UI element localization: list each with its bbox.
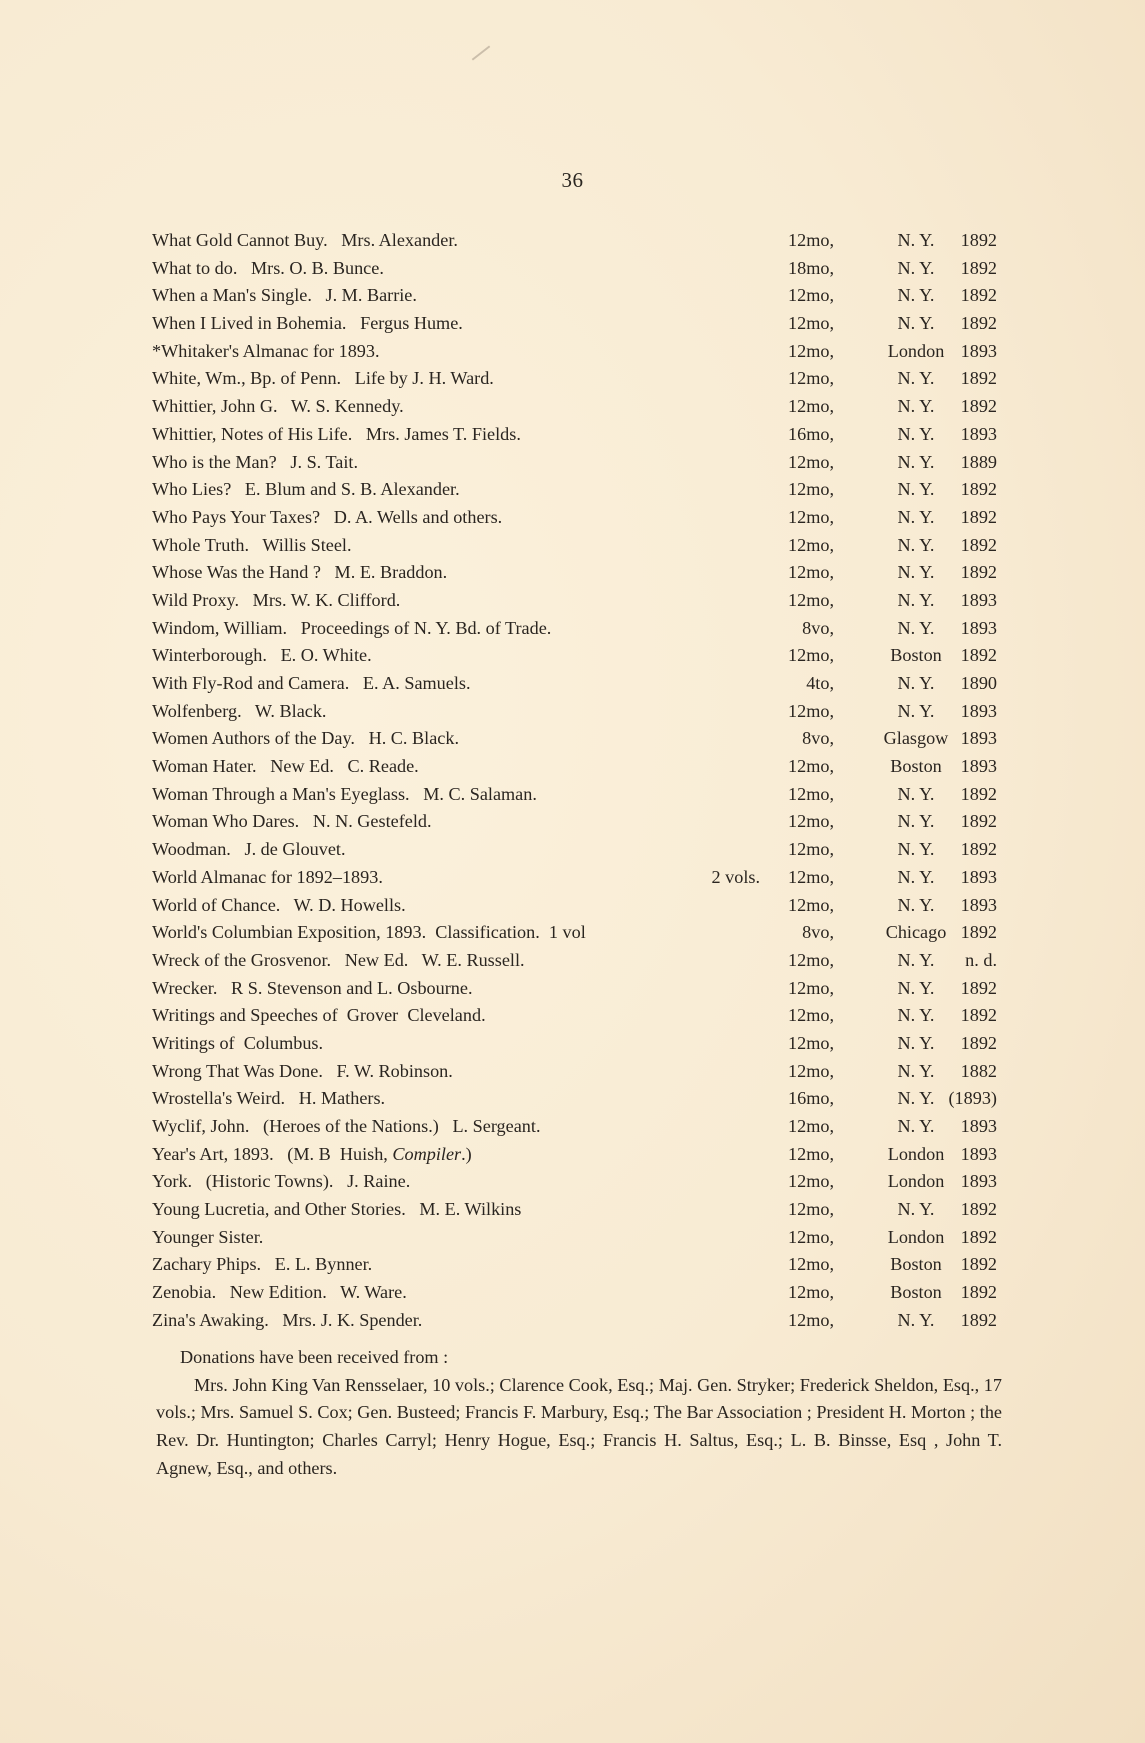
entry-place: N. Y. — [897, 506, 935, 527]
entry-title-text: Woman Who Dares. N. N. Gestefeld. — [152, 811, 432, 832]
catalog-entry — [152, 1168, 1012, 1196]
catalog-entry — [152, 725, 1012, 753]
entry-title — [152, 587, 400, 615]
entry-year: 1893 — [960, 728, 997, 749]
entry-year: 1892 — [960, 479, 997, 500]
entry-place: N. Y. — [897, 783, 935, 804]
entry-format: 12mo, — [788, 451, 834, 472]
entry-format: 12mo, — [788, 839, 834, 860]
entry-year: (1893) — [948, 1088, 997, 1109]
entry-year: 1892 — [960, 922, 997, 943]
entry-year: 1892 — [960, 285, 997, 306]
entry-title — [152, 781, 537, 809]
entry-format: 12mo, — [788, 396, 834, 417]
entry-title-italic: Compiler — [392, 1143, 462, 1164]
catalog-entry — [152, 227, 1012, 255]
catalog-list — [152, 227, 1012, 1335]
entry-title — [152, 864, 383, 892]
entry-place: N. Y. — [897, 1060, 935, 1081]
entry-place: N. Y. — [897, 1309, 935, 1330]
entry-year: 1893 — [960, 866, 997, 887]
catalog-entry — [152, 1002, 1012, 1030]
pencil-mark — [472, 45, 491, 60]
entry-year: 1890 — [960, 673, 997, 693]
entry-title-text: Zina's Awaking. Mrs. J. K. Spender. — [152, 1309, 423, 1330]
entry-year: 1893 — [960, 1116, 997, 1136]
entry-place: Boston — [890, 645, 942, 666]
entry-format: 12mo, — [788, 1005, 834, 1026]
entry-title — [152, 947, 525, 975]
entry-format: 12mo, — [788, 1226, 834, 1247]
entry-format: 12mo, — [788, 589, 834, 610]
entry-title — [152, 449, 358, 477]
entry-title — [152, 1224, 263, 1252]
entry-title — [152, 504, 502, 532]
entry-format: 16mo, — [788, 423, 834, 444]
entry-format: 8vo, — [802, 922, 834, 943]
entry-title — [152, 1141, 472, 1169]
catalog-entry — [152, 919, 1012, 947]
entry-year: 1892 — [960, 783, 997, 804]
entry-title — [152, 615, 551, 643]
entry-title — [152, 808, 432, 836]
entry-title-text: Wolfenberg. W. Black. — [152, 700, 327, 721]
entry-format: 12mo, — [788, 1143, 834, 1164]
entry-format: 12mo, — [788, 1171, 834, 1192]
entry-title-text: Writings and Speeches of Grover Cleveland. — [152, 1005, 486, 1026]
catalog-entry — [152, 1251, 1012, 1279]
entry-title — [152, 227, 458, 255]
entry-title — [152, 1085, 385, 1113]
entry-place: N. Y. — [897, 1032, 935, 1053]
catalog-entry — [152, 781, 1012, 809]
catalog-entry — [152, 1196, 1012, 1224]
entry-place: London — [887, 340, 945, 361]
page-number: 36 — [561, 168, 584, 192]
entry-year: 1892 — [960, 1226, 997, 1247]
entry-title-text: Woman Hater. New Ed. C. Reade. — [152, 756, 419, 777]
donations-section — [156, 1344, 1002, 1483]
entry-title — [152, 282, 417, 310]
entry-year: 1882 — [960, 1060, 997, 1081]
catalog-entry — [152, 310, 1012, 338]
catalog-entry — [152, 393, 1012, 421]
entry-title — [152, 892, 406, 920]
entry-place: N. Y. — [897, 451, 935, 472]
entry-year: 1893 — [960, 894, 997, 915]
catalog-entry — [152, 587, 1012, 615]
entry-title — [152, 365, 494, 393]
entry-title-text: Whole Truth. Willis Steel. — [152, 534, 352, 555]
entry-title-text: Wrong That Was Done. F. W. Robinson. — [152, 1060, 453, 1081]
entry-title-text: Whittier, John G. W. S. Kennedy. — [152, 396, 404, 417]
entry-place: N. Y. — [897, 1005, 935, 1026]
entry-title — [152, 1196, 521, 1224]
entry-title-text: Who Lies? E. Blum and S. B. Alexander. — [152, 479, 460, 500]
entry-title — [152, 1307, 422, 1335]
entry-title — [152, 725, 459, 753]
entry-place: N. Y. — [897, 811, 935, 832]
entry-title — [152, 1058, 453, 1086]
entry-format: 16mo, — [788, 1088, 834, 1109]
entry-place: Boston — [890, 756, 942, 777]
entry-title-text: Woman Through a Man's Eyeglass. M. C. Salaman. — [152, 783, 537, 804]
catalog-entry — [152, 1279, 1012, 1307]
catalog-entry — [152, 642, 1012, 670]
entry-format: 12mo, — [788, 756, 834, 777]
entry-title-text: Whittier, Notes of His Life. Mrs. James T. Fields. — [152, 423, 521, 444]
entry-format: 12mo, — [788, 811, 834, 832]
entry-year: 1892 — [960, 1032, 997, 1053]
entry-place: N. Y. — [897, 977, 935, 998]
entry-format: 12mo, — [788, 1282, 834, 1303]
catalog-entry — [152, 808, 1012, 836]
catalog-entry — [152, 615, 1012, 643]
entry-place: N. Y. — [897, 1199, 935, 1220]
entry-year: 1889 — [960, 451, 997, 472]
catalog-entry — [152, 1307, 1012, 1335]
entry-title — [152, 1002, 486, 1030]
entry-place: N. Y. — [897, 396, 935, 417]
entry-year: 1892 — [960, 811, 997, 832]
entry-year: 1893 — [960, 1143, 997, 1164]
entry-format: 8vo, — [802, 728, 834, 749]
entry-title — [152, 670, 471, 698]
entry-title — [152, 698, 326, 726]
entry-format: 12mo, — [788, 645, 834, 666]
entry-title-text: Zenobia. New Edition. W. Ware. — [152, 1282, 407, 1303]
entry-place: N. Y. — [897, 562, 935, 583]
catalog-entry — [152, 670, 1012, 698]
catalog-entry — [152, 532, 1012, 560]
entry-format: 8vo, — [802, 617, 834, 638]
entry-format: 12mo, — [788, 1032, 834, 1053]
entry-place: London — [887, 1143, 945, 1164]
entry-title — [152, 532, 352, 560]
entry-title — [152, 975, 473, 1003]
entry-title-text: Writings of Columbus. — [152, 1032, 324, 1053]
entry-format: 12mo, — [788, 949, 834, 970]
entry-format: 12mo, — [788, 1309, 834, 1330]
entry-title-suffix: .) — [461, 1143, 472, 1164]
entry-place: N. Y. — [897, 313, 935, 334]
entry-title-text: Winterborough. E. O. White. — [152, 645, 372, 666]
entry-title — [152, 255, 384, 283]
entry-format: 12mo, — [788, 340, 834, 361]
entry-place: N. Y. — [897, 479, 935, 500]
entry-year: 1893 — [960, 423, 997, 444]
entry-year: 1892 — [960, 977, 997, 998]
entry-title-text: Year's Art, 1893. (M. B Huish, — [152, 1143, 393, 1164]
catalog-entry — [152, 504, 1012, 532]
entry-place: London — [887, 1226, 945, 1247]
entry-title — [152, 836, 346, 864]
entry-year: 1892 — [960, 368, 997, 389]
entry-format: 12mo, — [788, 534, 834, 555]
catalog-entry — [152, 1085, 1012, 1113]
entry-title-text: When a Man's Single. J. M. Barrie. — [152, 285, 417, 306]
donations-body: Mrs. John King Van Rensselaer, 10 vols.; Clarence Cook, Esq.; Maj. Gen. Stryker; Frederick Sheldon, Esq., 17 vols.; Mrs. Samuel S. Cox; Gen. Busteed; Francis F. Marbury, Esq.; The Bar Association ; President H. Morton ; the Rev. Dr. Huntington; Charles Carryl; Henry Hogue, Esq.; Francis H. Saltus, Esq.; L. B. Binsse, Esq , John T. Agnew, Esq., and others. — [156, 1374, 1002, 1478]
catalog-entry — [152, 1224, 1012, 1252]
entry-place: N. Y. — [897, 257, 935, 278]
entry-place: N. Y. — [897, 673, 935, 693]
entry-title-text: Wrostella's Weird. H. Mathers. — [152, 1088, 386, 1109]
entry-year: 1892 — [960, 645, 997, 666]
entry-title — [152, 1279, 407, 1307]
catalog-entry — [152, 255, 1012, 283]
catalog-entry — [152, 421, 1012, 449]
entry-format: 12mo, — [788, 285, 834, 306]
entry-volumes: 2 vols. — [711, 866, 760, 887]
entry-place: Boston — [890, 1282, 942, 1303]
entry-title-text: Woodman. J. de Glouvet. — [152, 839, 346, 860]
entry-title — [152, 1251, 372, 1279]
entry-format: 4to, — [806, 673, 834, 693]
entry-place: N. Y. — [897, 285, 935, 306]
entry-format: 12mo, — [788, 506, 834, 527]
entry-year: 1892 — [960, 1282, 997, 1303]
entry-title-text: Wreck of the Grosvenor. New Ed. W. E. Russell. — [152, 949, 525, 970]
catalog-entry — [152, 975, 1012, 1003]
entry-title — [152, 476, 460, 504]
entry-format: 12mo, — [788, 1116, 834, 1136]
entry-title-text: York. (Historic Towns). J. Raine. — [152, 1171, 411, 1192]
catalog-entry — [152, 476, 1012, 504]
catalog-entry — [152, 559, 1012, 587]
entry-format: 12mo, — [788, 479, 834, 500]
entry-place: N. Y. — [897, 1088, 935, 1109]
entry-format: 12mo, — [788, 1199, 834, 1220]
entry-title-text: Younger Sister. — [152, 1226, 264, 1247]
entry-format: 12mo, — [788, 866, 834, 887]
entry-format: 12mo, — [788, 562, 834, 583]
entry-year: 1893 — [960, 340, 997, 361]
entry-year: 1892 — [960, 313, 997, 334]
entry-title — [152, 421, 521, 449]
entry-year: 1892 — [960, 396, 997, 417]
entry-place: N. Y. — [897, 839, 935, 860]
catalog-entry — [152, 449, 1012, 477]
entry-year: 1893 — [960, 756, 997, 777]
entry-year: 1892 — [960, 562, 997, 583]
entry-title-text: Wrecker. R S. Stevenson and L. Osbourne. — [152, 977, 473, 998]
catalog-entry — [152, 282, 1012, 310]
donations-intro: Donations have been received from : — [180, 1347, 449, 1367]
entry-title — [152, 559, 447, 587]
entry-place: N. Y. — [897, 1116, 935, 1136]
entry-place: N. Y. — [897, 589, 935, 610]
entry-year: 1893 — [960, 617, 997, 638]
entry-format: 12mo, — [788, 368, 834, 389]
catalog-entry — [152, 338, 1012, 366]
entry-title — [152, 919, 586, 947]
entry-title-text: World's Columbian Exposition, 1893. Classification. 1 vol — [152, 922, 586, 943]
catalog-entry — [152, 365, 1012, 393]
entry-title-text: Zachary Phips. E. L. Bynner. — [152, 1254, 373, 1275]
catalog-entry — [152, 1058, 1012, 1086]
entry-title — [152, 393, 404, 421]
entry-year: 1892 — [960, 1254, 997, 1275]
entry-title-text: World Almanac for 1892–1893. — [152, 866, 383, 887]
entry-format: 12mo, — [788, 1254, 834, 1275]
entry-year: 1892 — [960, 230, 997, 250]
entry-place: N. Y. — [897, 534, 935, 555]
entry-title-text: With Fly-Rod and Camera. E. A. Samuels. — [152, 673, 471, 693]
entry-place: N. Y. — [897, 700, 935, 721]
entry-year: 1892 — [960, 839, 997, 860]
entry-year: 1892 — [960, 506, 997, 527]
entry-place: N. Y. — [897, 617, 935, 638]
catalog-entry — [152, 1141, 1012, 1169]
entry-place: N. Y. — [897, 894, 935, 915]
entry-year: 1893 — [960, 589, 997, 610]
catalog-entry — [152, 836, 1012, 864]
entry-title-text: What Gold Cannot Buy. Mrs. Alexander. — [152, 230, 458, 250]
entry-title — [152, 310, 463, 338]
entry-title — [152, 1168, 410, 1196]
entry-place: N. Y. — [897, 230, 935, 250]
catalog-entry — [152, 864, 1012, 892]
entry-format: 12mo, — [788, 1060, 834, 1081]
entry-year: 1893 — [960, 1171, 997, 1192]
entry-format: 12mo, — [788, 230, 834, 250]
entry-place: Chicago — [885, 922, 947, 943]
entry-year: 1892 — [960, 1309, 997, 1330]
entry-place: Boston — [890, 1254, 942, 1275]
entry-place: N. Y. — [897, 866, 935, 887]
entry-title-text: Wild Proxy. Mrs. W. K. Clifford. — [152, 589, 401, 610]
entry-title-text: What to do. Mrs. O. B. Bunce. — [152, 257, 384, 278]
entry-title — [152, 753, 419, 781]
catalog-entry — [152, 698, 1012, 726]
entry-format: 12mo, — [788, 894, 834, 915]
entry-title-text: Whose Was the Hand ? M. E. Braddon. — [152, 562, 448, 583]
entry-place: Glasgow — [883, 728, 949, 749]
entry-title-text: Young Lucretia, and Other Stories. M. E. Wilkins — [152, 1199, 522, 1220]
catalog-entry — [152, 947, 1012, 975]
entry-place: N. Y. — [897, 423, 935, 444]
entry-place: N. Y. — [897, 949, 935, 970]
entry-format: 12mo, — [788, 700, 834, 721]
catalog-entry — [152, 892, 1012, 920]
entry-title-text: Who is the Man? J. S. Tait. — [152, 451, 359, 472]
entry-place: N. Y. — [897, 368, 935, 389]
catalog-entry — [152, 1113, 1012, 1141]
entry-title-text: Women Authors of the Day. H. C. Black. — [152, 728, 460, 749]
entry-format: 18mo, — [788, 257, 834, 278]
catalog-entry — [152, 753, 1012, 781]
entry-title — [152, 1030, 323, 1058]
entry-title — [152, 338, 380, 366]
entry-title — [152, 642, 372, 670]
entry-place: London — [887, 1171, 945, 1192]
entry-year: 1893 — [960, 700, 997, 721]
entry-year: 1892 — [960, 257, 997, 278]
entry-title-text: When I Lived in Bohemia. Fergus Hume. — [152, 313, 463, 334]
entry-year: 1892 — [960, 1199, 997, 1220]
entry-title-text: Windom, William. Proceedings of N. Y. Bd. of Trade. — [152, 617, 552, 638]
entry-title-text: White, Wm., Bp. of Penn. Life by J. H. Ward. — [152, 368, 494, 389]
catalog-entry — [152, 1030, 1012, 1058]
entry-year: n. d. — [965, 949, 997, 970]
entry-format: 12mo, — [788, 783, 834, 804]
entry-title-text: *Whitaker's Almanac for 1893. — [152, 340, 380, 361]
entry-title-text: Who Pays Your Taxes? D. A. Wells and others. — [152, 506, 503, 527]
entry-year: 1892 — [960, 1005, 997, 1026]
entry-format: 12mo, — [788, 977, 834, 998]
entry-format: 12mo, — [788, 313, 834, 334]
entry-year: 1892 — [960, 534, 997, 555]
entry-title — [152, 1113, 541, 1141]
entry-title-text: World of Chance. W. D. Howells. — [152, 894, 406, 915]
entry-title-text: Wyclif, John. (Heroes of the Nations.) L. Sergeant. — [152, 1116, 541, 1136]
